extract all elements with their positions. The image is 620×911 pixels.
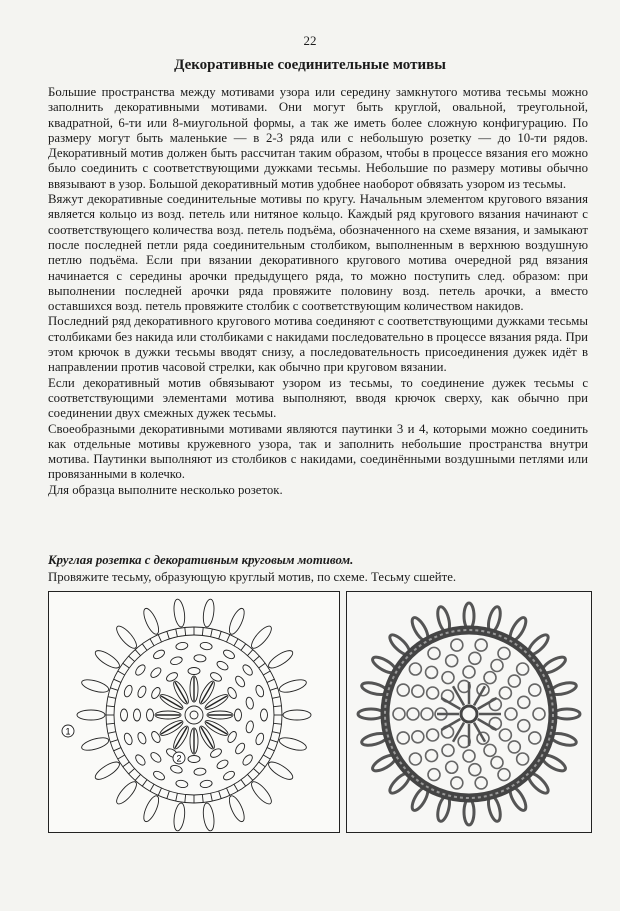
paragraph: Вяжут декоративные соединительные мотивы по кругу. Начальным элементом кругового вязания является кольцо из возд. петель или нитяное кольцо. Каждый ряд кругового вязания начинают с соответствующего количества возд. петель подъёма, обозначенного на схеме вязания, и замыкают после последней петли ряда соединительным столбиком, выполненным в верхнюю воздушную петлю подъёма. Если при вязании декоративного кругового мотива очередной ряд вязания начинается с середины арочки предыдущего ряда, то можно поступить след. образом: при выполнении последней арочки ряда провяжите половину возд. петель арочки, а вместо оставшихся возд. петель провяжите столбик с соответствующим количеством накидов.: [48, 192, 588, 314]
chain-stitch: [254, 684, 265, 698]
chain-stitch: [234, 742, 247, 756]
photo-mesh: [491, 756, 503, 768]
photo-mesh: [469, 764, 481, 776]
chain-stitch: [194, 654, 207, 662]
crochet-diagram-graphic: [49, 592, 339, 832]
stitch-mark: [176, 793, 178, 801]
stitch-mark: [142, 780, 147, 786]
stitch-mark: [259, 762, 265, 767]
stitch-mark: [219, 791, 221, 799]
stitch-mark: [185, 795, 186, 803]
stitch-mark: [106, 706, 114, 707]
stitch-mark: [267, 679, 274, 682]
photo-mesh: [393, 708, 405, 720]
row-label-1: 1: [65, 726, 71, 737]
stitch-mark: [227, 788, 230, 795]
photo-mesh: [427, 729, 439, 741]
loop: [226, 794, 247, 824]
stitch-mark: [267, 748, 274, 751]
photo-mesh: [442, 672, 454, 684]
section-subtitle: Круглая розетка с декоративным круговым мотивом.: [48, 553, 354, 567]
photo-mesh: [427, 687, 439, 699]
chain-stitch: [175, 779, 188, 788]
photo-mesh: [428, 769, 440, 781]
photo-mesh: [508, 675, 520, 687]
photo-mesh: [529, 684, 541, 696]
stitch-mark: [185, 627, 186, 635]
chain-stitch: [200, 779, 213, 788]
photo-loop: [464, 799, 474, 825]
photo-mesh: [412, 685, 424, 697]
stitch-mark: [253, 769, 259, 774]
stitch-mark: [263, 671, 270, 675]
stitch-mark: [118, 755, 125, 759]
stitch-mark: [114, 748, 121, 751]
stitch-mark: [135, 650, 140, 656]
photo-mesh: [498, 769, 510, 781]
center-ring: [185, 706, 203, 724]
stitch-mark: [123, 762, 129, 767]
photo-mesh: [446, 655, 458, 667]
photo-loop: [464, 603, 474, 629]
stitch-mark: [270, 688, 278, 690]
loop: [278, 735, 308, 752]
stitch-mark: [234, 784, 238, 791]
photo-mesh: [407, 708, 419, 720]
chain-stitch: [149, 666, 163, 679]
chain-stitch: [222, 770, 236, 782]
loop: [226, 606, 247, 636]
paragraph: Для образца выполните несколько розеток.: [48, 482, 283, 497]
loop: [172, 598, 186, 627]
loop: [202, 598, 216, 627]
photo-mesh: [491, 660, 503, 672]
stitch-mark: [167, 791, 169, 799]
paragraph: Последний ряд декоративного кругового мотива соединяют с соответствующими дужками тесьмы столбиками без накида или столбиками с накидами последовательно в процессе вязания ряда. При этом крючок в дужки тесьмы вводят снизу, а последовательность присоединения дужек идёт в направлении против часовой стрелки, как обычно при круговом вязании.: [48, 314, 588, 375]
stitch-mark: [270, 740, 278, 742]
photo-mesh: [475, 777, 487, 789]
paragraph: Своеобразными декоративными мотивами являются паутинки 3 и 4, которыми можно соединить как отдельные мотивы кружевного узора, так и заполнить небольшие пространства внутри мотива. Паутинки выполняют из столбиков с накидами, соединёнными воздушными петлями или провязанными в колечко.: [48, 421, 588, 482]
photo-petal: [478, 719, 497, 730]
stitch-mark: [123, 663, 129, 668]
chain-stitch: [241, 663, 254, 677]
stitch-mark: [108, 697, 116, 699]
stitch-mark: [211, 793, 213, 801]
body-text: [48, 85, 588, 498]
photo-mesh: [421, 708, 433, 720]
stitch-mark: [272, 732, 280, 734]
braid-ring-outer: [106, 627, 282, 803]
chain-stitch: [188, 756, 200, 763]
photo-mesh: [426, 750, 438, 762]
center-ring-inner: [190, 711, 198, 719]
loop: [266, 759, 295, 783]
loop: [114, 779, 140, 807]
stitch-mark: [248, 650, 253, 656]
photo-mesh: [517, 663, 529, 675]
chain-stitch: [136, 731, 147, 745]
stitch-mark: [108, 732, 116, 734]
loop: [283, 710, 311, 720]
loop: [202, 802, 216, 831]
photo-petal: [441, 719, 460, 730]
chain-stitch: [147, 709, 154, 721]
chain-stitch: [216, 660, 230, 672]
stitch-mark: [272, 697, 280, 699]
photo-mesh: [517, 753, 529, 765]
stitch-mark: [129, 656, 135, 661]
loop: [172, 802, 186, 831]
stitch-mark: [263, 755, 270, 759]
photo-mesh: [412, 731, 424, 743]
row-label-2: 2: [176, 753, 182, 764]
photo-mesh: [475, 639, 487, 651]
stitch-mark: [118, 671, 125, 675]
photo-mesh: [484, 744, 496, 756]
loop: [93, 648, 122, 672]
loop: [141, 794, 162, 824]
photo-mesh: [426, 666, 438, 678]
loop: [93, 759, 122, 783]
stitch-mark: [150, 784, 154, 791]
photo-mesh: [505, 708, 517, 720]
photo-petal: [441, 698, 460, 709]
photo-mesh: [451, 639, 463, 651]
photo-mesh: [409, 753, 421, 765]
stitch-mark: [227, 635, 230, 642]
chain-stitch: [261, 709, 268, 721]
photo-mesh: [463, 750, 475, 762]
stitch-mark: [158, 788, 161, 795]
chain-stitch: [254, 732, 265, 746]
stitch-mark: [274, 723, 282, 724]
chain-stitch: [241, 753, 254, 767]
loop: [249, 623, 275, 651]
photo-mesh: [469, 652, 481, 664]
chain-stitch: [170, 656, 184, 666]
stitch-mark: [253, 656, 259, 661]
stitch-mark: [241, 644, 246, 650]
stitch-mark: [202, 627, 203, 635]
chain-stitch: [194, 768, 207, 776]
photo-center: [461, 706, 477, 722]
loop: [249, 779, 275, 807]
chain-stitch: [245, 720, 254, 733]
photo-petal: [478, 698, 497, 709]
chain-stitch: [123, 684, 134, 698]
photo-mesh: [529, 732, 541, 744]
chain-stitch: [170, 764, 184, 774]
photo-mesh: [442, 744, 454, 756]
photo-mesh: [446, 761, 458, 773]
photo-mesh: [518, 696, 530, 708]
chain-stitch: [134, 753, 147, 767]
chain-stitch: [235, 709, 242, 721]
crochet-diagram: [48, 591, 340, 833]
chain-stitch: [136, 685, 147, 699]
photo-mesh: [409, 663, 421, 675]
photo-mesh: [498, 647, 510, 659]
photo-mesh: [508, 741, 520, 753]
photo-mesh: [533, 708, 545, 720]
chain-stitch: [134, 709, 141, 721]
chain-stitch: [222, 648, 236, 660]
stitch-mark: [150, 639, 154, 646]
stitch-mark: [167, 631, 169, 639]
chain-stitch: [123, 732, 134, 746]
photo-mesh: [499, 729, 511, 741]
loop: [114, 623, 140, 651]
loop: [80, 735, 110, 752]
loop: [141, 606, 162, 636]
loop: [278, 677, 308, 694]
rosette-photo: [346, 591, 592, 833]
rosette-photo-graphic: [347, 592, 591, 832]
photo-mesh: [397, 684, 409, 696]
stitch-mark: [259, 663, 265, 668]
chain-stitch: [200, 642, 213, 651]
chain-stitch: [175, 642, 188, 651]
chain-stitch: [121, 709, 128, 721]
photo-mesh: [518, 720, 530, 732]
chain-stitch: [152, 648, 166, 660]
stitch-mark: [142, 644, 147, 650]
chain-stitch: [149, 751, 163, 764]
chain-stitch: [234, 675, 247, 689]
photo-loop: [554, 709, 580, 719]
chain-stitch: [188, 668, 200, 675]
stitch-mark: [110, 688, 118, 690]
stitch-mark: [234, 639, 238, 646]
stitch-mark: [158, 635, 161, 642]
page-title: Декоративные соединительные мотивы: [174, 57, 446, 73]
stitch-mark: [129, 769, 135, 774]
chain-stitch: [216, 758, 230, 770]
paragraph: Большие пространства между мотивами узора или середину замкнутого мотива тесьмы можно заполнить декоративными мотивами. Они могут быть круглой, овальной, треугольной, квадратной, 6-ти или 8-миугольной формы, а так же иметь более сложную конфигурацию. По размеру могут быть маленькие — в 2-3 ряда или с небольшую розетку — до 10-ти рядов. Декоративный мотив должен быть рассчитан таким образом, чтобы в процессе вязания его можно было соединить с соответствующими дужками тесьмы. Небольшие по размеру мотивы обычно ввязывают в узор. Большой декоративный мотив удобнее наоборот обвязать узором из тесьмы.: [48, 85, 588, 191]
loop: [77, 710, 105, 720]
chain-stitch: [134, 663, 147, 677]
stitch-mark: [241, 780, 246, 786]
photo-mesh: [428, 647, 440, 659]
stitch-mark: [135, 774, 140, 780]
stitch-mark: [211, 629, 213, 637]
stitch-mark: [110, 740, 118, 742]
loop: [80, 677, 110, 694]
stitch-mark: [248, 774, 253, 780]
paragraph: Если декоративный мотив обвязывают узором из тесьмы, то соединение дужек тесьмы с соответствующими элементами мотива выполняют, вводя крючок сверху, как обычно при соединении двух смежных дужек тесьмы.: [48, 375, 588, 421]
stitch-mark: [219, 631, 221, 639]
stitch-mark: [114, 679, 121, 682]
section-instruction: Провяжите тесьму, образующую круглый мотив, по схеме. Тесьму сшейте.: [48, 570, 457, 584]
photo-mesh: [463, 666, 475, 678]
photo-mesh: [397, 732, 409, 744]
chain-stitch: [152, 770, 166, 782]
loop: [266, 648, 295, 672]
stitch-mark: [274, 706, 282, 707]
photo-mesh: [484, 672, 496, 684]
chain-stitch: [245, 697, 254, 710]
photo-mesh: [499, 687, 511, 699]
stitch-mark: [202, 795, 203, 803]
photo-loop: [358, 709, 384, 719]
page-number: 22: [303, 33, 317, 48]
stitch-mark: [106, 723, 114, 724]
photo-mesh: [451, 777, 463, 789]
stitch-mark: [176, 629, 178, 637]
